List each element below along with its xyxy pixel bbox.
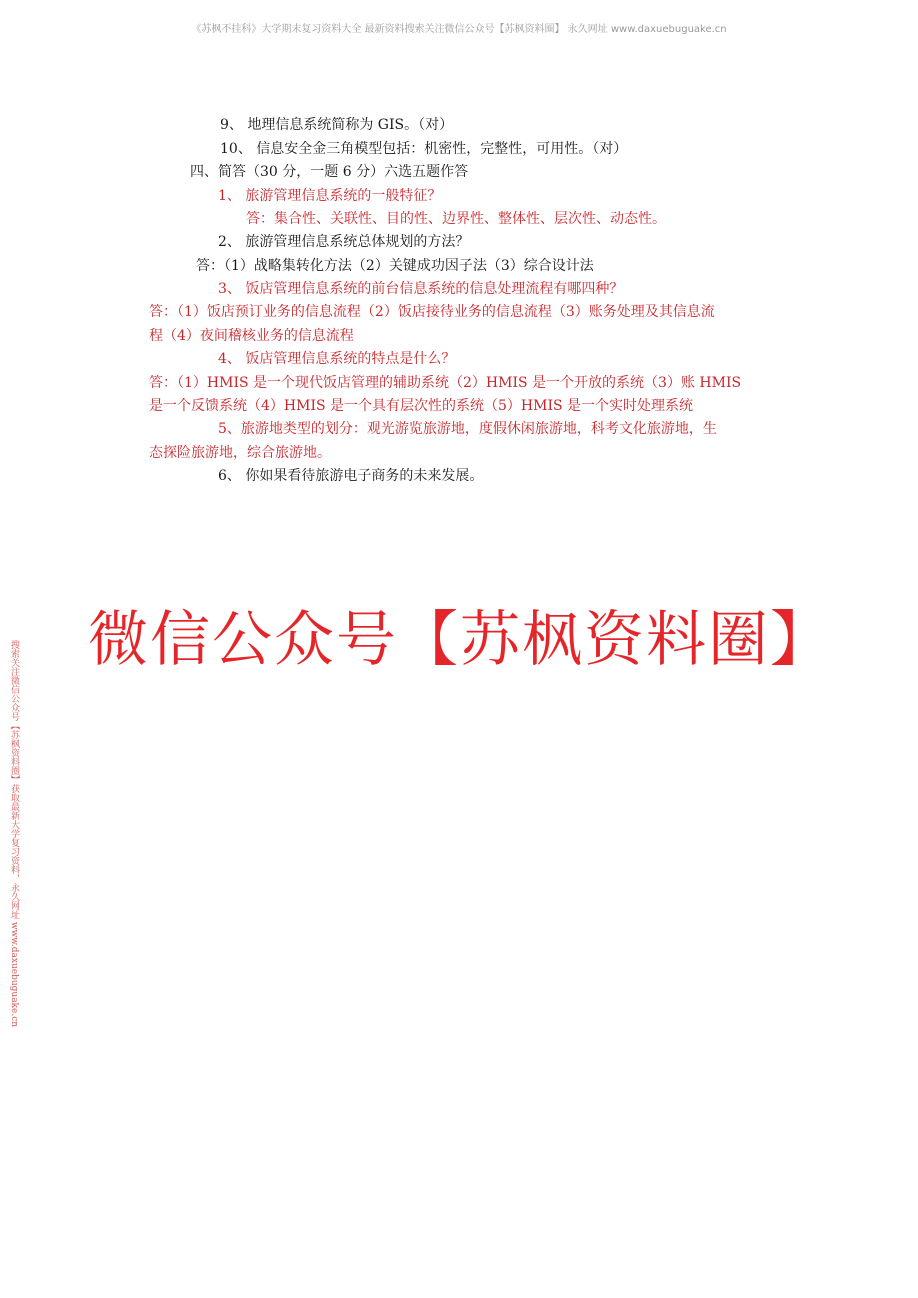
question-1: 1、 旅游管理信息系统的一般特征？ xyxy=(218,188,442,204)
answer-4-line-2: 是一个反馈系统（4）HMIS 是一个具有层次性的系统（5）HMIS 是一个实时处理系统 xyxy=(149,398,694,414)
question-4: 4、 饭店管理信息系统的特点是什么？ xyxy=(218,351,456,367)
answer-2: 答：（1）战略集转化方法（2）关键成功因子法（3）综合设计法 xyxy=(196,258,594,274)
answer-1: 答：集合性、关联性、目的性、边界性、整体性、层次性、动态性。 xyxy=(246,211,666,227)
wechat-watermark: 微信公众号【苏枫资料圈】 xyxy=(88,605,832,675)
question-5-line-2: 态探险旅游地，综合旅游地。 xyxy=(149,445,331,461)
answer-4-line-1: 答：（1）HMIS 是一个现代饭店管理的辅助系统（2）HMIS 是一个开放的系统（3）账 HMIS xyxy=(149,375,742,391)
answer-3-line-2: 程（4）夜间稽核业务的信息流程 xyxy=(149,328,354,344)
section-heading-short-answer: 四、简答（30 分，一题 6 分）六选五题作答 xyxy=(190,164,469,180)
statement-9: 9、 地理信息系统简称为 GIS。（对） xyxy=(220,117,454,133)
answer-3-line-1: 答：（1）饭店预订业务的信息流程（2）饭店接待业务的信息流程（3）账务处理及其信息流 xyxy=(149,304,715,320)
question-2: 2、 旅游管理信息系统总体规划的方法？ xyxy=(218,234,470,250)
question-6: 6、 你如果看待旅游电子商务的未来发展。 xyxy=(218,468,484,484)
question-5-line-1: 5、旅游地类型的划分：观光游览旅游地，度假休闲旅游地，科考文化旅游地，生 xyxy=(218,421,717,437)
header-watermark: 《苏枫不挂科》大学期末复习资料大全 最新资料搜索关注微信公众号【苏枫资料圈】 永久网址 www.daxuebuguake.cn xyxy=(191,24,727,35)
statement-10: 10、 信息安全金三角模型包括：机密性，完整性，可用性。（对） xyxy=(220,141,628,157)
side-watermark: 搜索关注微信公众号【苏枫资料圈】获取最新大学复习资料，永久网址 www.daxuebuguake.cn xyxy=(9,640,19,1028)
question-3: 3、 饭店管理信息系统的前台信息系统的信息处理流程有哪四种？ xyxy=(218,281,624,297)
